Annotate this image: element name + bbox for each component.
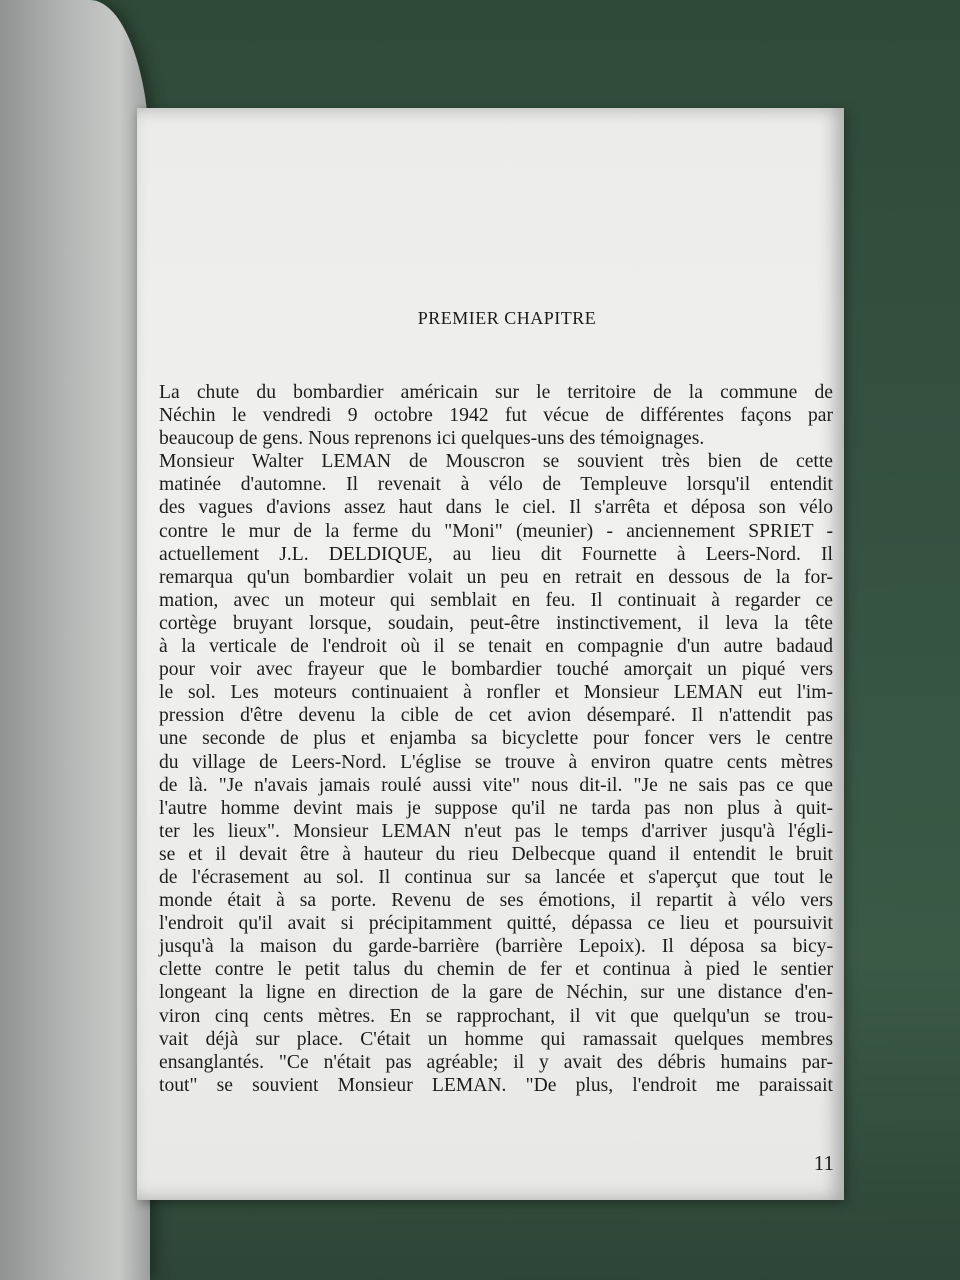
chapter-title: PREMIER CHAPITRE — [417, 308, 597, 328]
text-line: vait déjà sur place. C'était un homme qui ramassait quelques membres — [159, 1028, 833, 1050]
text-line: l'autre homme devint mais je suppose qu'il ne tarda pas non plus à quit- — [159, 797, 833, 819]
text-line: pression d'être devenu la cible de cet avion désemparé. Il n'attendit pas — [159, 705, 833, 727]
book-page — [137, 108, 844, 1200]
text-line: matinée d'automne. Il revenait à vélo de Templeuve lorsqu'il entendit — [159, 474, 833, 496]
text-line: mation, avec un moteur qui semblait en feu. Il continuait à regarder ce — [159, 589, 833, 611]
text-line: viron cinq cents mètres. En se rapprochant, il vit que quelqu'un se trou- — [159, 1005, 833, 1027]
text-line: une seconde de plus et enjamba sa bicyclette pour foncer vers le centre — [159, 728, 833, 750]
text-line: se et il devait être à hauteur du rieu Delbecque quand il entendit le bruit — [159, 843, 833, 865]
text-line: jusqu'à la maison du garde-barrière (barrière Lepoix). Il déposa sa bicy- — [159, 936, 833, 958]
text-line: cortège bruyant lorsque, soudain, peut-être instinctivement, il leva la tête — [159, 612, 833, 634]
body-text — [159, 381, 833, 1097]
text-line: l'endroit qu'il avait si précipitamment quitté, dépassa ce lieu et poursuivit — [159, 913, 833, 935]
text-line: La chute du bombardier américain sur le territoire de la commune de — [159, 382, 833, 403]
text-line: le sol. Les moteurs continuaient à ronfler et Monsieur LEMAN eut l'im- — [159, 682, 833, 704]
text-line: remarqua qu'un bombardier volait un peu en retrait en dessous de la for- — [159, 566, 833, 588]
page-number: 11 — [813, 1151, 834, 1175]
text-line: monde était à sa porte. Revenu de ses émotions, il repartit à vélo vers — [159, 890, 833, 912]
text-line: Monsieur Walter LEMAN de Mouscron se souvient très bien de cette — [159, 451, 833, 473]
text-line: des vagues d'avions assez haut dans le ciel. Il s'arrêta et déposa son vélo — [159, 497, 833, 519]
left-page-edge — [0, 0, 150, 1280]
text-line: longeant la ligne en direction de la gare de Néchin, sur une distance d'en- — [159, 982, 833, 1004]
text-line: contre le mur de la ferme du "Moni" (meunier) - anciennement SPRIET - — [159, 520, 833, 542]
text-line: Néchin le vendredi 9 octobre 1942 fut vécue de différentes façons par — [159, 405, 833, 427]
text-line: clette contre le petit talus du chemin de fer et continua à pied le sentier — [159, 959, 833, 981]
text-line: tout" se souvient Monsieur LEMAN. "De plus, l'endroit me paraissait — [159, 1074, 833, 1096]
text-line: à la verticale de l'endroit où il se tenait en compagnie d'un autre badaud — [159, 636, 833, 658]
text-line: pour voir avec frayeur que le bombardier touché amorçait un piqué vers — [159, 659, 833, 681]
text-line: actuellement J.L. DELDIQUE, au lieu dit Fournette à Leers-Nord. Il — [159, 543, 833, 565]
text-line: ensanglantés. "Ce n'était pas agréable; il y avait des débris humains par- — [159, 1051, 833, 1073]
text-line: de là. "Je n'avais jamais roulé aussi vite" nous dit-il. "Je ne sais pas ce que — [159, 774, 833, 796]
text-line: de l'écrasement au sol. Il continua sur sa lancée et s'aperçut que tout le — [159, 866, 833, 888]
text-line: du village de Leers-Nord. L'église se trouve à environ quatre cents mètres — [159, 751, 833, 773]
text-line: ter les lieux". Monsieur LEMAN n'eut pas le temps d'arriver jusqu'à l'égli- — [159, 820, 833, 842]
text-line: beaucoup de gens. Nous reprenons ici quelques-uns des témoignages. — [159, 428, 705, 450]
